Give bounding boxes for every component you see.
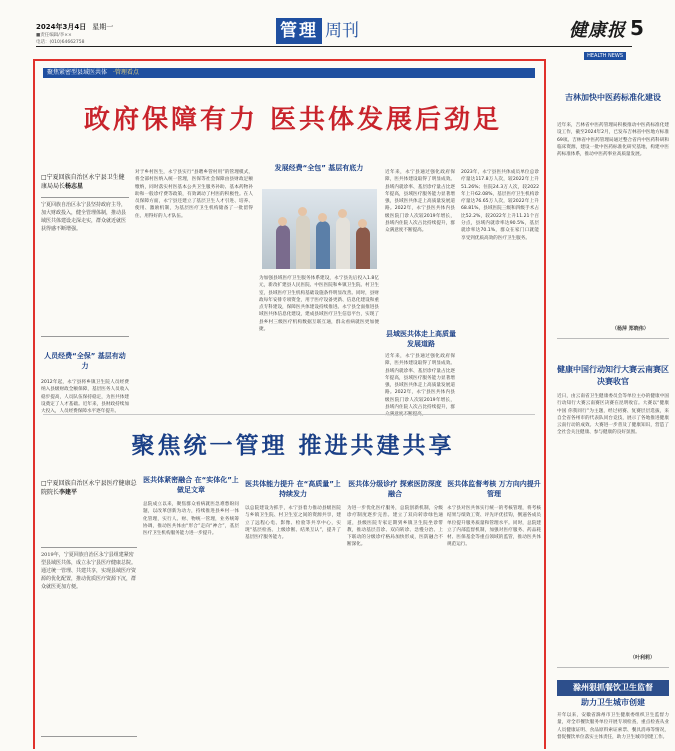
feature-frame	[33, 59, 546, 749]
subhead-1-3: 县域医共体走上高质量发展道路	[386, 330, 456, 348]
subhead-2-4: 医共体监督考核 万方向内提升管理	[447, 480, 541, 498]
issue-date: 2024年3月4日 星期一	[36, 23, 114, 31]
section-title	[276, 18, 386, 44]
masthead	[0, 0, 675, 59]
subhead-1-1: 人员经费“全保” 基层有动力	[44, 352, 126, 370]
article1-col4: 近年来，永宁县通过强化政府保障，医共体建设取得了明显成效。县域内就诊率、基层诊疗量占比逐年提高，县域医疗服务能力显著增强，县域医共体走上高质量发展道路。2022年，永宁县医共体内县级医院门诊人次较2019年增长，县域内住院人次占比持续提升，群众满意度不断提高。	[385, 170, 455, 234]
byline-2: □宁夏回族自治区永宁县医疗健康总院院长李建平	[41, 480, 137, 496]
masthead-rule	[36, 46, 632, 47]
editor-info: ■责任编辑/李×× 电话：(010)64662758	[36, 33, 85, 45]
section-main: 管理	[276, 18, 322, 44]
headline-2: 聚焦统一管理 推进共建共享	[131, 432, 455, 459]
article1-col3: 为加强县域医疗卫生服务体系建设，永宁县先后投入1.8亿元，新改扩建县人民医院、中医医院和乡镇卫生院、村卫生室，县域医疗卫生机构基础设施条件明显改善。同时，县财政每年安排专项资金，用于医疗设备更新、信息化建设和重点专科建设，保障医共体建设持续推进。永宁县全面推进县域医共体信息化建设，建成县域医疗卫生信息平台，实现了县乡村三级医疗机构数据互联互通，群众看病就医更加便捷。	[259, 276, 379, 333]
article2-col2: 以总院建设为抓手，永宁县着力推动县级医院与乡镇卫生院、村卫生室之间的资源共享，建立了远程心电、影像、检验等共享中心，实现“基层检查、上级诊断、结果互认”，提升了基层医疗服务能力。	[245, 506, 341, 541]
article2-col4: 永宁县对医共体实行统一的考核管理，将考核结果与绩效工资、评先评优挂钩，倒逼各成员单位提升服务质量和管理水平。同时，总院建立了内部监督机制，加强对医疗服务、药品耗材、医保基金等重点领域的监管，推动医共体规范运行。	[447, 506, 541, 548]
article1-col2: 对于乡村医生，永宁县实行“县聘乡管村用”的管理模式，将全部村医纳入统一管理，医保等社会保障由县财政足额缴纳，同时落实村医基本公共卫生服务补助、基本药物补助和一般诊疗费等政策，有效调动了村医的积极性。在人员保障方面，永宁县还建立了基层卫生人才引进、培养、使用、激励机制，为基层医疗卫生机构储备了一批留得住、用得好的人才队伍。	[135, 170, 253, 219]
rail-item1-credit: （杨萍 郑晓伟）	[612, 326, 649, 332]
rail-item3-body: 开年以来，安徽省滁州市卫生健康委组织卫生监督力量，对全市餐饮服务单位开展专项检查，重点检查从业人员健康证明、食品原料索证索票、餐具消毒等情况，督促餐饮单位落实主体责任，助力卫生城市创建工作。	[557, 713, 669, 740]
article2-col3: 为进一步优化医疗服务，总院创新机制，分级诊疗制度逐步完善。建立了双向转诊绿色通道，县级医院专家定期到乡镇卫生院坐诊带教，推动基层首诊、双向转诊、急慢分治、上下联动的分级诊疗格局加快形成，医防融合不断深化。	[347, 506, 443, 548]
rail-item1-title: 吉林加快中医药标准化建设	[565, 93, 661, 102]
rail-item3-title-2: 助力卫生城市创建	[581, 698, 645, 707]
rail-separator-2	[557, 667, 669, 668]
page-number: 5	[630, 16, 644, 40]
subhead-2-2: 医共体能力提升 在“高质量”上持续发力	[245, 480, 341, 498]
rail-item2-body: 近日，由云南省卫生健康委员会等单位主办的健康中国行动知行大赛云南赛区决赛在昆明收官。大赛以“健康中国 你我同行”为主题，经过初赛、复赛层层选拔，来自全省各州市的代表队同台竞技，展示了各地推进健康云南行动的成效。大赛进一步普及了健康知识，营造了全社会关注健康、参与健康的良好氛围。	[557, 394, 669, 436]
article1-col5: 2023年，永宁县医共体成员单位总诊疗量达117.8万人次，较2022年上升51.26%；住院24.3万人次，较2022年上升62.08%，基层医疗卫生机构诊疗量达76.65万人次，较2022年上升68.81%，县域医院三级和四级手术占比52.2%，较2022年上升11.21个百分点，县域内就诊率达90.5%，基层就诊率达70.1%，群众在家门口就能享受到优质高效的医疗卫生服务。	[461, 170, 539, 241]
abstract-1: 宁夏回族自治区永宁县坚持政府主导，加大财政投入，健全管理体制，推动县域医共体建设走深走实，群众就近就医获得感不断增强。	[41, 197, 129, 337]
byline-1: □宁夏回族自治区永宁县卫生健康局局长杨志星	[41, 174, 125, 190]
subhead-1-2: 发展经费“全包” 基层有底力	[274, 164, 364, 172]
paper-logo: 健康报 HEALTH NEWS	[569, 20, 626, 59]
rail-item1-body: 近年来，吉林省中医药管理局积极推动中医药标准化建设工作，截至2024年2月，已发布吉林省中医地方标准69项。吉林省中医药管理局通过整合省内中医药科研和临床资源，建设一批中医药标准化研究基地，构建中医药标准体系，推动中医药事业高质量发展。	[557, 123, 669, 158]
rail-item2-credit: （叶利莉）	[630, 655, 656, 661]
rail-item2-title: 健康中国行动知行大赛云南赛区决赛收官	[557, 365, 669, 386]
hospital-photo	[262, 189, 377, 269]
abstract-2: 2019年，宁夏回族自治区永宁县组建紧密型县域医共体，成立永宁县医疗健康总院。通过统一管理、共建共享，实现县域医疗资源的优化配置，推动优质医疗资源下沉，群众就医更加方便。	[41, 547, 137, 737]
section-divider	[43, 414, 535, 415]
subhead-2-1: 医共体紧密融合 在“实体化”上做足文章	[143, 476, 239, 494]
subhead-2-3: 医共体分级诊疗 探索医防深度融合	[348, 480, 442, 498]
article1-col4b: 近年来，永宁县通过强化政府保障，医共体建设取得了明显成效。县域内就诊率、基层诊疗量占比逐年提高，县域医疗服务能力显著增强，县域医共体走上高质量发展道路。2022年，永宁县医共体内县级医院门诊人次较2019年增长，县域内住院人次占比持续提升，群	[385, 354, 455, 411]
section-sub: 周刊	[325, 21, 359, 41]
rail-separator-1	[557, 338, 669, 339]
article2-col1: 总院成立以来，聚焦群众看病就医急难愁盼问题，以改革创新为动力，持续推进县乡村一体化管理，实行人、财、物统一管理，业务统筹协调，推动医共体由“形合”走向“神合”，基层医疗卫生机构服务能力进一步提升。	[143, 502, 239, 537]
topic-band: 聚焦紧密型县域医共体 ·管理看点	[43, 68, 535, 78]
article1-col1: 2012年起，永宁县将乡镇卫生院人员经费纳入县级财政全额保障，基层医务人员收入稳步提高，人员队伍保持稳定，为医共体建设奠定了人才基础。近年来，县财政持续加大投入，人员经费保障水平逐年提升。	[41, 380, 129, 415]
rail-item3-title-1: 滁州狠抓餐饮卫生监督	[557, 680, 669, 696]
headline-1: 政府保障有力 医共体发展后劲足	[83, 105, 503, 135]
